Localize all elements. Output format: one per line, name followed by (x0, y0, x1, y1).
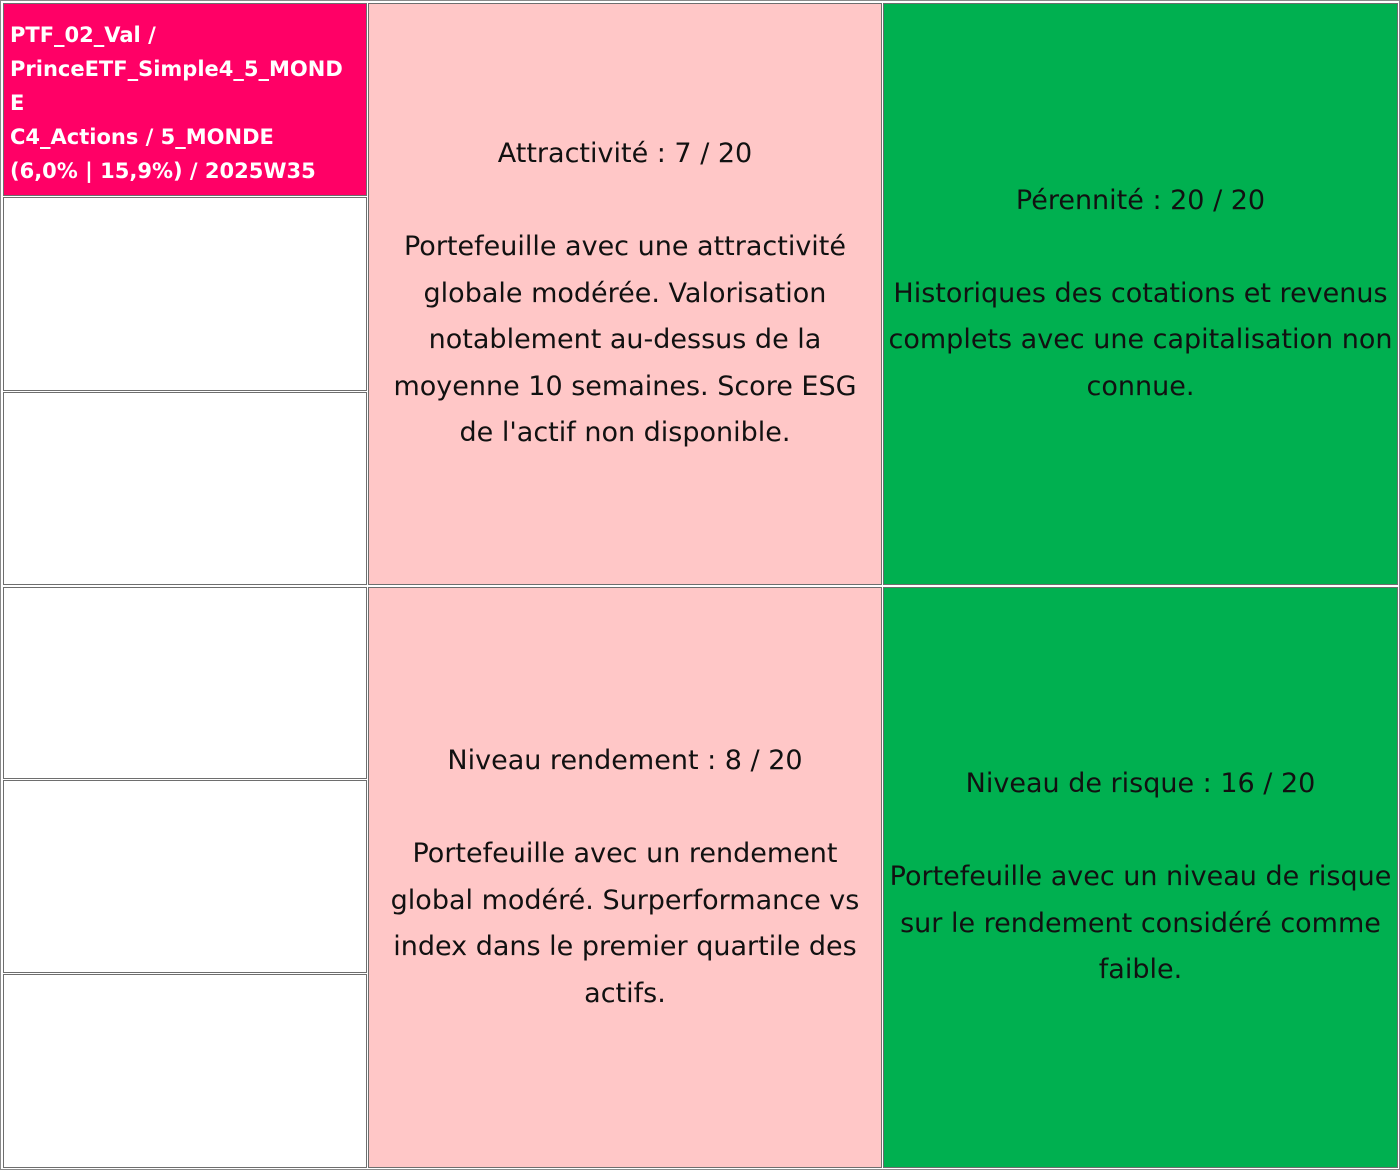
risque-cell (883, 587, 1398, 1168)
perennite-title: Pérennité : 20 / 20 (1015, 184, 1266, 216)
risque-description: Portefeuille avec un niveau de risque sur le rendement considéré comme faible. (889, 861, 1392, 986)
empty-cell (3, 197, 367, 391)
rendement-description: Portefeuille avec un rendement global modéré. Surperformance vs index dans le premier quartile des actifs. (390, 838, 860, 1009)
attractivite-cell (368, 3, 882, 585)
rendement-title: Niveau rendement : 8 / 20 (447, 745, 803, 776)
rendement-cell (368, 587, 882, 1168)
empty-cell (3, 974, 367, 1168)
empty-cell (3, 780, 367, 973)
perennite-description: Historiques des cotations et revenus complets avec une capitalisation non connue. (888, 277, 1393, 402)
attractivite-title: Attractivité : 7 / 20 (497, 138, 753, 170)
empty-cell (3, 392, 367, 585)
empty-cell (3, 587, 367, 779)
attractivite-description: Portefeuille avec une attractivité globale modérée. Valorisation notablement au-dessus de la moyenne 10 semaines. Score ESG de l'actif non disponible. (393, 231, 857, 449)
portfolio-header-cell: PTF_02_Val / PrinceETF_Simple4_5_MOND E C4_Actions / 5_MONDE (6,0% | 15,9%) / 2025W35 (3, 3, 367, 196)
perennite-cell (883, 3, 1398, 585)
risque-title: Niveau de risque : 16 / 20 (965, 768, 1316, 800)
